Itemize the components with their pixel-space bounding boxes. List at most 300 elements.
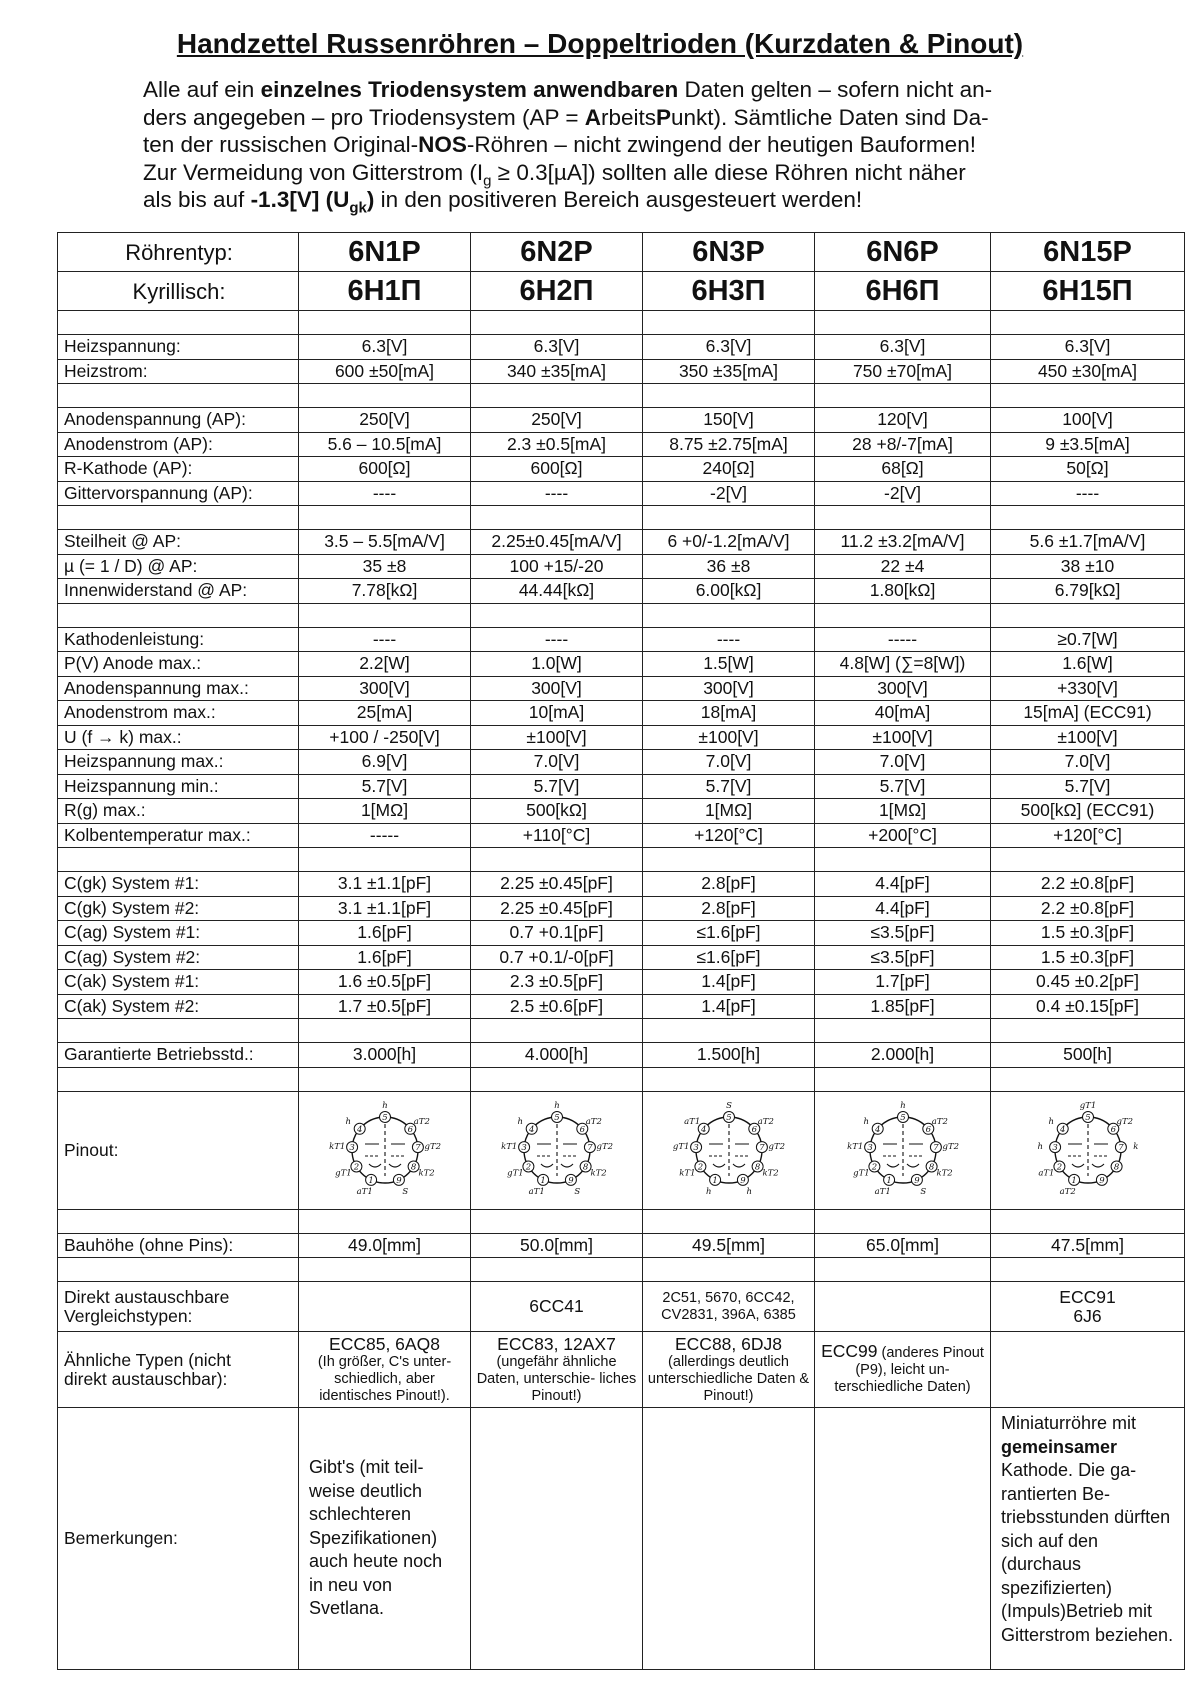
pin-number: 9 xyxy=(913,1175,920,1186)
row-value: 44.44[kΩ] xyxy=(471,579,643,604)
row-value: 1.0[W] xyxy=(471,652,643,677)
row-value: 4.000[h] xyxy=(471,1043,643,1068)
row-value: 49.5[mm] xyxy=(643,1233,815,1258)
row-innenwiderstand xyxy=(58,579,1185,604)
header-row-cyrillic xyxy=(58,272,1185,311)
pinout-diagram xyxy=(1021,1094,1155,1206)
pinout-diagram xyxy=(318,1094,452,1206)
pin-number: 7 xyxy=(1117,1143,1124,1154)
row-label: C(ag) System #2: xyxy=(58,945,299,970)
pin-label: gT2 xyxy=(942,1142,959,1153)
row-value: 1.6[pF] xyxy=(299,945,471,970)
row-label: Kolbentemperatur max.: xyxy=(58,823,299,848)
row-value: 2.8[pF] xyxy=(643,872,815,897)
pin-label: kT1 xyxy=(328,1142,345,1153)
row-value: 600 ±50[mA] xyxy=(299,359,471,384)
row-rg-max xyxy=(58,799,1185,824)
row-value: 38 ±10 xyxy=(991,554,1185,579)
pin-label: kT1 xyxy=(678,1168,696,1179)
row-value: 2.2 ±0.8[pF] xyxy=(991,872,1185,897)
row-value: 6.3[V] xyxy=(471,335,643,360)
row-value: ≤3.5[pF] xyxy=(815,921,991,946)
row-value: 6.3[V] xyxy=(643,335,815,360)
row-kathodenleistung xyxy=(58,627,1185,652)
intro-text xyxy=(143,76,1065,217)
pin-label: h xyxy=(899,1101,906,1111)
pin-label: h xyxy=(516,1117,523,1128)
row-value: 1.85[pF] xyxy=(815,994,991,1019)
row-anodenstrom-ap xyxy=(58,432,1185,457)
row-value: 5.7[V] xyxy=(299,774,471,799)
row-anodenstrom-max xyxy=(58,701,1185,726)
row-value: 1.4[pF] xyxy=(643,970,815,995)
spacer-row xyxy=(58,1258,1185,1282)
row-value: ±100[V] xyxy=(643,725,815,750)
row-pv-anode xyxy=(58,652,1185,677)
row-value: 750 ±70[mA] xyxy=(815,359,991,384)
row-value: +120[°C] xyxy=(991,823,1185,848)
row-value: ---- xyxy=(471,627,643,652)
pin-label: gT1 xyxy=(852,1168,870,1179)
row-value: ±100[V] xyxy=(815,725,991,750)
row-anodenspannung-max xyxy=(58,676,1185,701)
row-value: 2.2[W] xyxy=(299,652,471,677)
row-value: 3.5 – 5.5[mA/V] xyxy=(299,530,471,555)
direkt-value: 6CC41 xyxy=(471,1282,643,1332)
row-kolbentemperatur xyxy=(58,823,1185,848)
row-value: ≥0.7[W] xyxy=(991,627,1185,652)
intro-line: Alle auf ein einzelnes Triodensystem anwendbaren Daten gelten – sofern nicht an- xyxy=(143,77,993,102)
row-label: Anodenstrom max.: xyxy=(58,701,299,726)
row-pinout xyxy=(58,1091,1185,1209)
row-value: 5.6 – 10.5[mA] xyxy=(299,432,471,457)
row-value: 600[Ω] xyxy=(471,457,643,482)
row-value: +330[V] xyxy=(991,676,1185,701)
pin-label: gT1 xyxy=(672,1142,689,1153)
bemerkung-empty xyxy=(471,1408,643,1670)
row-value: 1.7 ±0.5[pF] xyxy=(299,994,471,1019)
row-bemerkungen xyxy=(58,1408,1185,1670)
pin-number: 5 xyxy=(553,1113,560,1123)
pinout-diagram xyxy=(836,1094,970,1206)
row-value: 500[h] xyxy=(991,1043,1185,1068)
row-value: 0.7 +0.1[pF] xyxy=(471,921,643,946)
row-value: 100 +15/-20 xyxy=(471,554,643,579)
row-r-kathode xyxy=(58,457,1185,482)
spacer-row xyxy=(58,1067,1185,1091)
tube-type: 6N3P xyxy=(643,233,815,272)
row-value: 7.78[kΩ] xyxy=(299,579,471,604)
pin-label: aT2 xyxy=(413,1117,430,1128)
pin-number: 6 xyxy=(579,1124,585,1135)
pin-number: 4 xyxy=(874,1124,880,1135)
row-value: 6.79[kΩ] xyxy=(991,579,1185,604)
row-value: 9 ±3.5[mA] xyxy=(991,432,1185,457)
row-label: Garantierte Betriebsstd.: xyxy=(58,1043,299,1068)
row-value: 65.0[mm] xyxy=(815,1233,991,1258)
row-value: 25[mA] xyxy=(299,701,471,726)
pin-label: gT1 xyxy=(334,1168,352,1179)
row-value: 1.5 ±0.3[pF] xyxy=(991,921,1185,946)
intro-line: ders angegeben – pro Triodensystem (AP = ArbeitsPunkt). Sämtliche Daten sind Da- xyxy=(143,104,989,130)
direkt-value xyxy=(815,1282,991,1332)
row-value: 6.3[V] xyxy=(815,335,991,360)
row-value: 2.5 ±0.6[pF] xyxy=(471,994,643,1019)
pin-number: 9 xyxy=(1098,1175,1105,1186)
pin-label: gT2 xyxy=(424,1142,441,1153)
row-value: 4.8[W] (∑=8[W]) xyxy=(815,652,991,677)
row-bauhoehe xyxy=(58,1233,1185,1258)
row-value: -2[V] xyxy=(643,481,815,506)
pin-number: 1 xyxy=(885,1175,892,1186)
row-ufk-max xyxy=(58,725,1185,750)
row-value: 250[V] xyxy=(471,408,643,433)
pin-number: 3 xyxy=(692,1143,699,1154)
pin-number: 1 xyxy=(711,1175,718,1186)
row-heizspannung-min xyxy=(58,774,1185,799)
row-value: 1[MΩ] xyxy=(815,799,991,824)
pin-label: kT2 xyxy=(935,1168,953,1179)
direkt-label: Direkt austauschbare Vergleichstypen: xyxy=(58,1282,299,1332)
row-value: ----- xyxy=(299,823,471,848)
spacer-row xyxy=(58,848,1185,872)
intro-line: ten der russischen Original-NOS-Röhren – nicht zwingend der heutigen Bauformen! xyxy=(143,132,976,157)
row-value: ---- xyxy=(471,481,643,506)
bemerkung-empty xyxy=(643,1408,815,1670)
pin-number: 5 xyxy=(1084,1113,1091,1123)
row-label: Kathodenleistung: xyxy=(58,627,299,652)
pin-number: 6 xyxy=(1110,1124,1116,1135)
pin-label: gT2 xyxy=(596,1142,613,1153)
pin-label: kT2 xyxy=(589,1168,607,1179)
row-value: 1[MΩ] xyxy=(299,799,471,824)
row-label: µ (= 1 / D) @ AP: xyxy=(58,554,299,579)
pin-label: kT1 xyxy=(500,1142,517,1153)
row-value: 5.7[V] xyxy=(991,774,1185,799)
pin-label: aT1 xyxy=(683,1117,700,1128)
pin-number: 5 xyxy=(725,1113,732,1123)
row-value: +110[°C] xyxy=(471,823,643,848)
pin-label: S xyxy=(725,1101,732,1111)
pin-number: 7 xyxy=(586,1143,593,1154)
pin-label: aT1 xyxy=(1037,1168,1054,1179)
pin-number: 4 xyxy=(700,1124,706,1135)
pin-number: 4 xyxy=(528,1124,534,1135)
type-label: Röhrentyp: xyxy=(58,233,299,272)
pin-number: 8 xyxy=(754,1162,760,1173)
row-steilheit xyxy=(58,530,1185,555)
row-cgk1 xyxy=(58,872,1185,897)
row-value: 7.0[V] xyxy=(643,750,815,775)
row-value: 15[mA] (ECC91) xyxy=(991,701,1185,726)
pin-number: 1 xyxy=(367,1175,374,1186)
row-value: 2.25 ±0.45[pF] xyxy=(471,872,643,897)
row-value: 50.0[mm] xyxy=(471,1233,643,1258)
pin-label: kT2 xyxy=(761,1168,779,1179)
row-value: 300[V] xyxy=(643,676,815,701)
row-label: C(gk) System #2: xyxy=(58,896,299,921)
row-value: 350 ±35[mA] xyxy=(643,359,815,384)
row-value: 450 ±30[mA] xyxy=(991,359,1185,384)
row-label: C(ak) System #1: xyxy=(58,970,299,995)
row-value: 50[Ω] xyxy=(991,457,1185,482)
header-row-type xyxy=(58,233,1185,272)
pin-number: 4 xyxy=(1059,1124,1065,1135)
row-cgk2 xyxy=(58,896,1185,921)
intro-line: als bis auf -1.3[V] $(U_{gk})$ in den positiveren Bereich ausgesteuert werden! xyxy=(143,187,863,217)
row-value: 40[mA] xyxy=(815,701,991,726)
pin-number: 8 xyxy=(410,1162,416,1173)
pin-number: 3 xyxy=(866,1143,873,1154)
row-value: 300[V] xyxy=(471,676,643,701)
pin-label: h xyxy=(862,1117,869,1128)
aehnlich-value xyxy=(991,1332,1185,1408)
tube-cyrillic: 6Н2П xyxy=(471,272,643,311)
row-value: 2.2 ±0.8[pF] xyxy=(991,896,1185,921)
row-value: 5.7[V] xyxy=(815,774,991,799)
row-value: 2.25±0.45[mA/V] xyxy=(471,530,643,555)
pin-number: 6 xyxy=(925,1124,931,1135)
row-label: Heizstrom: xyxy=(58,359,299,384)
pin-number: 6 xyxy=(751,1124,757,1135)
row-value: 7.0[V] xyxy=(991,750,1185,775)
pinout-label: Pinout: xyxy=(58,1091,299,1209)
row-value: +120[°C] xyxy=(643,823,815,848)
row-label: Anodenspannung max.: xyxy=(58,676,299,701)
row-value: 2.000[h] xyxy=(815,1043,991,1068)
row-label: Anodenstrom (AP): xyxy=(58,432,299,457)
page-title: Handzettel Russenröhren – Doppeltrioden (Kurzdaten & Pinout) xyxy=(176,28,1024,59)
pin-number: 5 xyxy=(899,1113,906,1123)
row-value: 500[kΩ] (ECC91) xyxy=(991,799,1185,824)
pin-label: gT1 xyxy=(506,1168,524,1179)
pin-number: 5 xyxy=(381,1113,388,1123)
row-value: 2.25 ±0.45[pF] xyxy=(471,896,643,921)
pin-number: 7 xyxy=(758,1143,765,1154)
row-value: 6.9[V] xyxy=(299,750,471,775)
pinout-diagram xyxy=(662,1094,796,1206)
row-label: Anodenspannung (AP): xyxy=(58,408,299,433)
row-label: C(ak) System #2: xyxy=(58,994,299,1019)
aehnlich-value: ECC88, 6DJ8 (allerdings deutlich unterschiedliche Daten & Pinout!) xyxy=(643,1332,815,1408)
spec-table xyxy=(57,232,1185,1670)
row-value: 500[kΩ] xyxy=(471,799,643,824)
pin-number: 4 xyxy=(356,1124,362,1135)
pin-label: aT2 xyxy=(1059,1186,1076,1197)
row-value: 120[V] xyxy=(815,408,991,433)
row-value: 68[Ω] xyxy=(815,457,991,482)
row-value: 1.500[h] xyxy=(643,1043,815,1068)
row-value: ---- xyxy=(991,481,1185,506)
row-heizspannung-max xyxy=(58,750,1185,775)
row-label: P(V) Anode max.: xyxy=(58,652,299,677)
electrode-sketch xyxy=(709,1124,749,1176)
row-value: 1[MΩ] xyxy=(643,799,815,824)
row-value: 6.3[V] xyxy=(991,335,1185,360)
row-value: -2[V] xyxy=(815,481,991,506)
pin-number: 6 xyxy=(407,1124,413,1135)
row-label: Innenwiderstand @ AP: xyxy=(58,579,299,604)
electrode-sketch xyxy=(365,1124,405,1176)
row-label: C(gk) System #1: xyxy=(58,872,299,897)
pin-label: S xyxy=(573,1186,580,1197)
row-mu xyxy=(58,554,1185,579)
row-value: 340 ±35[mA] xyxy=(471,359,643,384)
row-value: 47.5[mm] xyxy=(991,1233,1185,1258)
tube-type: 6N2P xyxy=(471,233,643,272)
row-value: 0.45 ±0.2[pF] xyxy=(991,970,1185,995)
pin-label: h xyxy=(553,1101,560,1111)
row-value: 6.00[kΩ] xyxy=(643,579,815,604)
row-value: 1.6[W] xyxy=(991,652,1185,677)
row-value: ---- xyxy=(299,481,471,506)
row-label: Steilheit @ AP: xyxy=(58,530,299,555)
row-value: 2.8[pF] xyxy=(643,896,815,921)
pin-number: 3 xyxy=(1051,1143,1058,1154)
intro-line: Zur Vermeidung von Gitterstrom $(I_g \ge 0.3[\mu A])$ sollten alle diese Röhren nicht näher xyxy=(143,159,966,189)
row-value: 5.7[V] xyxy=(471,774,643,799)
row-anodenspannung-ap xyxy=(58,408,1185,433)
electrode-sketch xyxy=(537,1124,577,1176)
pin-label: aT1 xyxy=(528,1186,545,1197)
pin-label: aT2 xyxy=(585,1117,602,1128)
pin-label: h xyxy=(381,1101,388,1111)
pin-label: h xyxy=(1047,1117,1054,1128)
bemerkung-6n1p: Gibt's (mit teil- weise deutlich schlechteren Spezifikationen) auch heute noch in neu von Svetlana. xyxy=(299,1408,471,1670)
bemerkung-6n15p: Miniaturröhre mit gemeinsamer Kathode. Die ga- rantierten Be- triebsstunden dürften sich auf den (durchaus spezifizierten) (Impuls)Betrieb mit Gitterstrom beziehen. xyxy=(991,1408,1185,1670)
tube-cyrillic: 6Н6П xyxy=(815,272,991,311)
row-value: 3.1 ±1.1[pF] xyxy=(299,896,471,921)
pin-number: 7 xyxy=(932,1143,939,1154)
pinout-cell xyxy=(991,1091,1185,1209)
pin-number: 9 xyxy=(739,1175,746,1186)
row-label: Heizspannung max.: xyxy=(58,750,299,775)
pin-number: 3 xyxy=(520,1143,527,1154)
pin-label: S xyxy=(401,1186,408,1197)
electrode-sketch xyxy=(1068,1124,1108,1176)
row-value: 1.6[pF] xyxy=(299,921,471,946)
row-label: Heizspannung min.: xyxy=(58,774,299,799)
row-value: ---- xyxy=(643,627,815,652)
row-value: 18[mA] xyxy=(643,701,815,726)
row-label: R(g) max.: xyxy=(58,799,299,824)
pin-label: kT2 xyxy=(417,1168,435,1179)
pin-number: 8 xyxy=(582,1162,588,1173)
row-value: 300[V] xyxy=(299,676,471,701)
row-label: Gittervorspannung (AP): xyxy=(58,481,299,506)
aehnlich-value: ECC85, 6AQ8 (Ih größer, C's unter- schiedlich, aber identisches Pinout!). xyxy=(299,1332,471,1408)
pin-number: 8 xyxy=(928,1162,934,1173)
row-value: ±100[V] xyxy=(991,725,1185,750)
row-value: 600[Ω] xyxy=(299,457,471,482)
pin-number: 3 xyxy=(348,1143,355,1154)
row-cag2 xyxy=(58,945,1185,970)
row-value: +200[°C] xyxy=(815,823,991,848)
row-value: ±100[V] xyxy=(471,725,643,750)
row-value: 8.75 ±2.75[mA] xyxy=(643,432,815,457)
row-cag1 xyxy=(58,921,1185,946)
row-value: 100[V] xyxy=(991,408,1185,433)
row-cak2 xyxy=(58,994,1185,1019)
row-label: Heizspannung: xyxy=(58,335,299,360)
row-value: 0.4 ±0.15[pF] xyxy=(991,994,1185,1019)
pin-number: 2 xyxy=(1056,1162,1062,1173)
row-value: 300[V] xyxy=(815,676,991,701)
pin-label: h xyxy=(746,1186,752,1197)
row-value: ≤3.5[pF] xyxy=(815,945,991,970)
pin-number: 9 xyxy=(567,1175,574,1186)
row-heizspannung xyxy=(58,335,1185,360)
electrode-sketch xyxy=(883,1124,923,1176)
pinout-cell xyxy=(299,1091,471,1209)
aehnlich-value: ECC83, 12AX7 (ungefähr ähnliche Daten, unterschie- liches Pinout!) xyxy=(471,1332,643,1408)
row-aehnlich xyxy=(58,1332,1185,1408)
row-value: 7.0[V] xyxy=(815,750,991,775)
direkt-value: 2C51, 5670, 6CC42, CV2831, 396A, 6385 xyxy=(643,1282,815,1332)
row-value: 1.7[pF] xyxy=(815,970,991,995)
pin-number: 2 xyxy=(525,1162,531,1173)
pin-label: aT1 xyxy=(356,1186,373,1197)
tube-cyrillic: 6Н1П xyxy=(299,272,471,311)
aehnlich-value: ECC99 (anderes Pinout (P9), leicht un- terschiedliche Daten) xyxy=(815,1332,991,1408)
pin-number: 2 xyxy=(871,1162,877,1173)
pin-label: h xyxy=(705,1186,711,1197)
tube-type: 6N6P xyxy=(815,233,991,272)
row-value: 22 ±4 xyxy=(815,554,991,579)
pinout-cell xyxy=(643,1091,815,1209)
row-value: 6 +0/-1.2[mA/V] xyxy=(643,530,815,555)
pin-label: gT2 xyxy=(768,1142,785,1153)
row-value: 4.4[pF] xyxy=(815,896,991,921)
row-value: 7.0[V] xyxy=(471,750,643,775)
row-value: +100 / -250[V] xyxy=(299,725,471,750)
pin-number: 9 xyxy=(395,1175,402,1186)
row-value: 2.3 ±0.5[mA] xyxy=(471,432,643,457)
row-label: U (f → k) max.: xyxy=(58,725,299,750)
spacer-row xyxy=(58,311,1185,335)
row-value: 1.4[pF] xyxy=(643,994,815,1019)
row-value: 240[Ω] xyxy=(643,457,815,482)
row-direkt xyxy=(58,1282,1185,1332)
row-value: ---- xyxy=(299,627,471,652)
pin-number: 8 xyxy=(1113,1162,1119,1173)
row-cak1 xyxy=(58,970,1185,995)
pin-number: 1 xyxy=(1070,1175,1077,1186)
row-value: 5.7[V] xyxy=(643,774,815,799)
row-value: 1.5[W] xyxy=(643,652,815,677)
pin-label: h xyxy=(344,1117,351,1128)
pin-label: gT1 xyxy=(1079,1101,1096,1111)
pin-number: 2 xyxy=(353,1162,359,1173)
spacer-row xyxy=(58,506,1185,530)
pin-number: 2 xyxy=(697,1162,703,1173)
pin-label: k xyxy=(1132,1142,1138,1153)
cyrillic-label: Kyrillisch: xyxy=(58,272,299,311)
row-gittervorspannung xyxy=(58,481,1185,506)
bemerkungen-label: Bemerkungen: xyxy=(58,1408,299,1670)
pin-label: h xyxy=(1036,1142,1043,1153)
pin-label: aT1 xyxy=(874,1186,891,1197)
pin-label: S xyxy=(919,1186,926,1197)
pinout-cell xyxy=(815,1091,991,1209)
row-betriebsstd xyxy=(58,1043,1185,1068)
tube-type: 6N15P xyxy=(991,233,1185,272)
tube-cyrillic: 6Н15П xyxy=(991,272,1185,311)
row-value: 1.80[kΩ] xyxy=(815,579,991,604)
pinout-cell xyxy=(471,1091,643,1209)
tube-type: 6N1P xyxy=(299,233,471,272)
spacer-row xyxy=(58,1209,1185,1233)
